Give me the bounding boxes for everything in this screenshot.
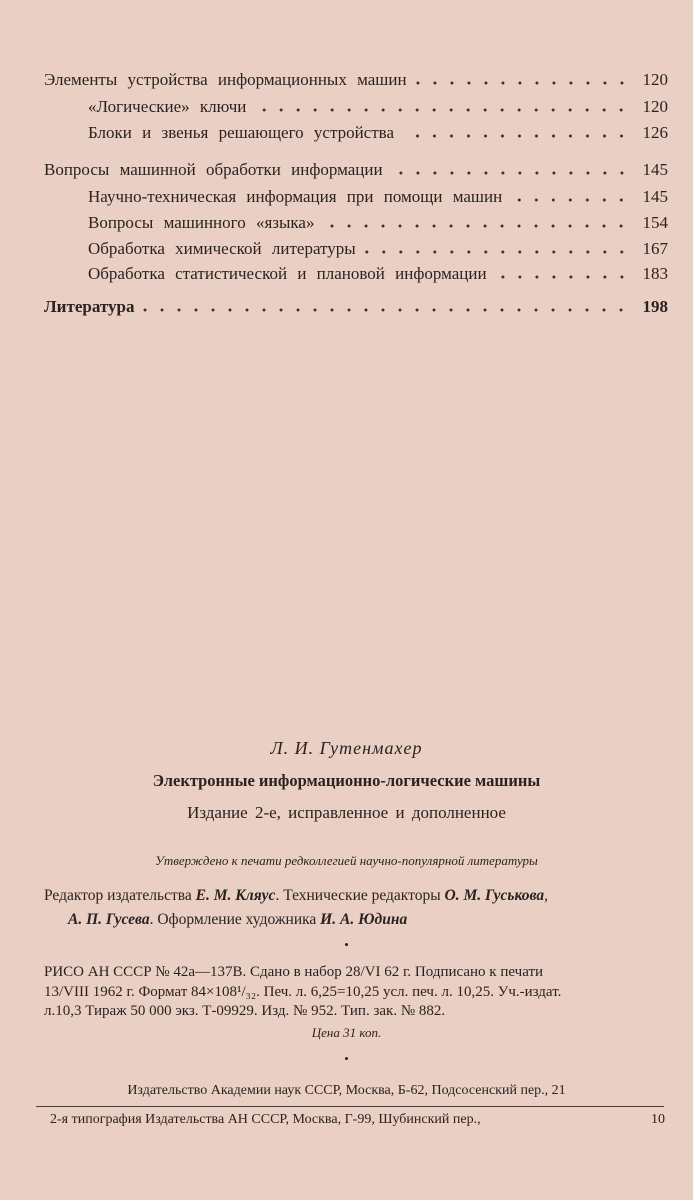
dot-leader bbox=[402, 134, 630, 138]
toc-entry bbox=[88, 239, 668, 259]
toc-entry bbox=[88, 123, 668, 143]
toc-entry-page: 145 bbox=[642, 160, 668, 179]
designer-name: И. А. Юдина bbox=[320, 911, 408, 928]
printer-text: 2-я типография Издательства АН СССР, Москва, Г-99, Шубинский пер., bbox=[50, 1112, 481, 1127]
toc-entry-label: Литература bbox=[44, 297, 135, 316]
dot-leader bbox=[495, 275, 630, 279]
toc-entry-page: 198 bbox=[642, 297, 668, 316]
bullet-separator: • bbox=[344, 937, 349, 952]
toc-entry bbox=[44, 297, 668, 317]
approval-note: Утверждено к печати редколлегией научно-популярной литературы bbox=[155, 853, 538, 868]
toc-entry-page: 126 bbox=[642, 123, 668, 142]
toc-entry-page: 120 bbox=[642, 70, 668, 89]
toc-entry-label: Блоки и звенья решающего устройства bbox=[88, 123, 395, 142]
design-prefix: . Оформление художника bbox=[149, 911, 317, 928]
toc-entry bbox=[44, 160, 668, 180]
dot-leader bbox=[510, 198, 630, 202]
info-line: 13/VIII 1962 г. Формат 84×108¹/₃₂. Печ. л. 6,25=10,25 усл. печ. л. 10,25. Уч.-издат. bbox=[44, 983, 562, 1000]
tech-prefix: . Технические редакторы bbox=[275, 887, 441, 904]
dot-leader bbox=[415, 81, 630, 85]
author: Л. И. Гутенмахер bbox=[270, 738, 423, 758]
toc-entry-label: Вопросы машинной обработки информации bbox=[44, 160, 383, 179]
toc-entry bbox=[88, 213, 668, 233]
publication-info bbox=[44, 963, 654, 1022]
editor-name: Е. М. Кляус bbox=[195, 887, 276, 904]
toc-entry bbox=[88, 97, 668, 117]
editors-block: Редактор издательства Е. М. Кляус. Технические редакторы О. М. Гуськова, А. П. Гусева. Оформление художника И. А. Юдина bbox=[44, 887, 548, 928]
dot-leader bbox=[364, 250, 630, 254]
toc-entry bbox=[88, 187, 668, 207]
book-title: Электронные информационно-логические машины bbox=[152, 771, 541, 790]
toc-entry-label: Элементы устройства информационных машин bbox=[44, 70, 407, 89]
toc-entry-page: 145 bbox=[642, 187, 668, 206]
toc-entry-label: Обработка химической литературы bbox=[88, 239, 356, 258]
info-line: РИСО АН СССР № 42а—137В. Сдано в набор 28/VI 62 г. Подписано к печати bbox=[44, 964, 544, 980]
toc-entry-label: Научно-техническая информация при помощи машин bbox=[88, 187, 503, 206]
toc-entry-label: «Логические» ключи bbox=[88, 97, 247, 116]
toc-entry-page: 120 bbox=[642, 97, 668, 116]
toc-entry-page: 154 bbox=[642, 213, 668, 232]
toc-entry-page: 167 bbox=[642, 239, 668, 258]
tech-editor-1: О. М. Гуськова bbox=[444, 887, 545, 904]
toc-entry bbox=[88, 264, 668, 284]
publisher: Издательство Академии наук СССР, Москва, Б-62, Подсосенский пер., 21 bbox=[127, 1083, 566, 1098]
dot-leader bbox=[254, 108, 630, 112]
bullet-separator: • bbox=[344, 1051, 349, 1066]
divider-line bbox=[36, 1106, 664, 1107]
toc-entry-label: Обработка статистической и плановой информации bbox=[88, 264, 487, 283]
dot-leader bbox=[142, 308, 630, 312]
price: Цена 31 коп. bbox=[311, 1025, 382, 1040]
dot-leader bbox=[391, 171, 630, 175]
info-line: л.10,3 Тираж 50 000 экз. Т-09929. Изд. № 952. Тип. зак. № 882. bbox=[44, 1003, 446, 1019]
edition: Издание 2-е, исправленное и дополненное bbox=[187, 803, 506, 822]
toc-entry-page: 183 bbox=[642, 264, 668, 283]
tech-editor-2: А. П. Гусева bbox=[68, 911, 150, 928]
toc-entry bbox=[44, 70, 668, 90]
toc-entry-label: Вопросы машинного «языка» bbox=[88, 213, 315, 232]
printer bbox=[50, 1112, 665, 1128]
dot-leader bbox=[322, 224, 630, 228]
editor-prefix: Редактор издательства bbox=[44, 887, 192, 904]
printer-number: 10 bbox=[651, 1112, 665, 1127]
